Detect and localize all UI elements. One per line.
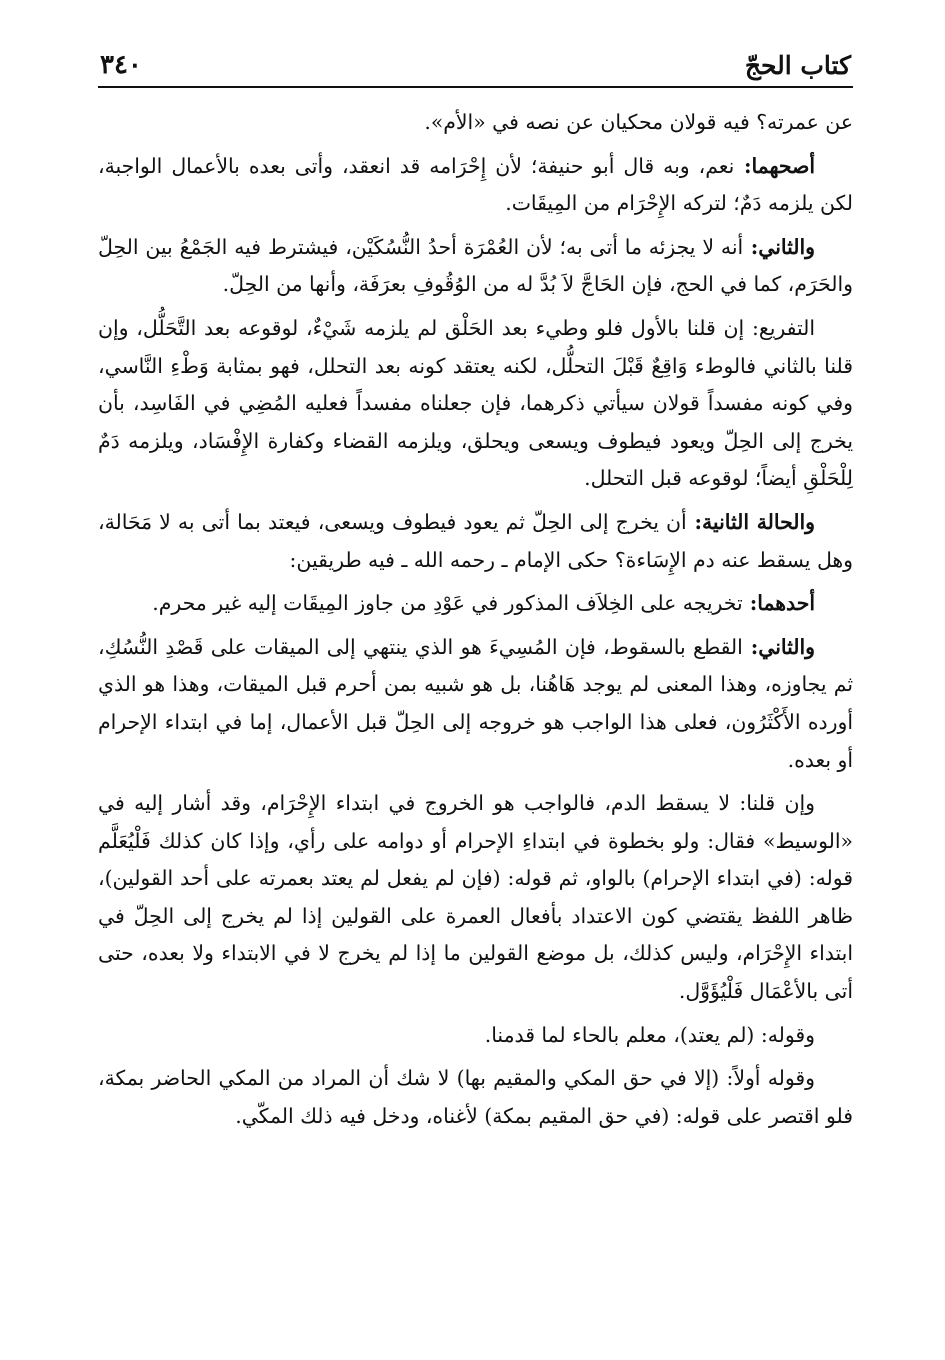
chapter-title: كتاب الحجّ (744, 51, 851, 80)
paragraph (98, 785, 853, 1011)
paragraph-text: التفريع: إن قلنا بالأول فلو وطيء بعد الحَلْق لم يلزمه شَيْءٌ، لوقوعه بعد التَّحَلُّل، وإن قلنا بالثاني فالوطء وَاقِعٌ قَبْلَ التحلُّل، لكنه يعتقد كونه بعد التحلل، فهو بمثابة وَطْءِ النَّاسي، وفي كونه مفسداً قولان سيأتي ذكرهما، فإن جعلناه مفسداً فعليه المُضِي في الفَاسِد، بأن يخرج إلى الحِلّ ويعود فيطوف ويسعى ويحلق، ويلزمه القضاء وكفارة الإِفْسَاد، ويلزمه دَمٌ لِلْحَلْقِ أيضاً؛ لوقوعه قبل التحلل. (98, 315, 853, 491)
paragraph-text: أن يخرج إلى الحِلّ ثم يعود فيطوف ويسعى، فيعتد بما أتى به لا مَحَالة، وهل يسقط عنه دم الإِسَاءة؟ حكى الإمام ـ رحمه الله ـ فيه طريقين: (98, 509, 853, 572)
paragraph-text: تخريجه على الخِلاَف المذكور في عَوْدِ من جاوز المِيقَات إليه غير محرم. (152, 591, 743, 616)
paragraph-text: وإن قلنا: لا يسقط الدم، فالواجب هو الخروج في ابتداء الإِحْرَام، وقد أشار إليه في «الوسيط» فقال: ولو بخطوة في ابتداءِ الإحرام أو دوامه على رأي، وإذا كان كذلك فَلْيُعَلَّم قوله: (في ابتداء الإحرام) بالواو، ثم قوله: (فإن لم يفعل لم يعتد بعمرته على أحد القولين)، ظاهر اللفظ يقتضي كون الاعتداد بأفعال العمرة على القولين إذا لم يخرج إلى الحِلّ في ابتداء الإِحْرَام، وليس كذلك، بل موضع القولين ما إذا لم يخرج لا في الابتداء ولا بعده، حتى أتى بالأعْمَال فَلْيُؤَوَّل. (98, 791, 853, 1004)
paragraph-text: وقوله أولاً: (إلا في حق المكي والمقيم بها) لا شك أن المراد من المكي الحاضر بمكة، فلو اقتصر على قوله: (في حق المقيم بمكة) لأغناه، ودخل فيه ذلك المكّي. (98, 1066, 853, 1128)
paragraph-lead: أصحهما: (734, 153, 816, 178)
paragraph-lead: أحدهما: (742, 591, 815, 616)
paragraph (98, 229, 853, 304)
paragraph (98, 148, 853, 223)
running-header (98, 40, 853, 88)
paragraph-text: أنه لا يجزئه ما أتى به؛ لأن العُمْرَة أحدُ النُّسُكَيْن، فيشترط فيه الجَمْعُ بين الحِلّ والحَرَم، كما في الحج، فإن الحَاجَّ لاَ بُدَّ له من الوُقُوفِ بعرَفَة، وأنها من الحِلّ. (98, 234, 853, 297)
paragraph-text: وقوله: (لم يعتد)، معلم بالحاء لما قدمنا. (484, 1022, 815, 1047)
paragraph (98, 585, 853, 623)
paragraph (98, 310, 853, 498)
page-body (98, 104, 853, 1135)
paragraph-lead: والحالة الثانية: (686, 509, 815, 534)
paragraph (98, 104, 853, 142)
paragraph (98, 1017, 853, 1055)
paragraph-text: عن عمرته؟ فيه قولان محكيان عن نصه في «الأم». (424, 110, 853, 134)
paragraph (98, 1060, 853, 1135)
paragraph (98, 504, 853, 579)
paragraph-lead: والثاني: (743, 234, 815, 259)
paragraph-text: نعم، وبه قال أبو حنيفة؛ لأن إِحْرَامه قد انعقد، وأتى بعده بالأعمال الواجبة، لكن يلزمه دَمٌ؛ لتركه الإِحْرَام من المِيقَات. (98, 153, 853, 216)
paragraph-text: القطع بالسقوط، فإن المُسِيءَ هو الذي ينتهي إلى الميقات على قَصْدِ النُّسُكِ، ثم يجاوزه، وهذا المعنى لم يوجد هَاهُنا، بل هو شبيه بمن أحرم قبل الميقات، وهذا هو الذي أورده الأَكْثَرُون، فعلى هذا الواجب هو خروجه إلى الحِلّ قبل الأعمال، إما في ابتداء الإحرام أو بعده. (98, 634, 853, 772)
page-number: ٣٤٠ (100, 50, 142, 80)
paragraph-lead: والثاني: (742, 634, 815, 659)
paragraph (98, 629, 853, 779)
